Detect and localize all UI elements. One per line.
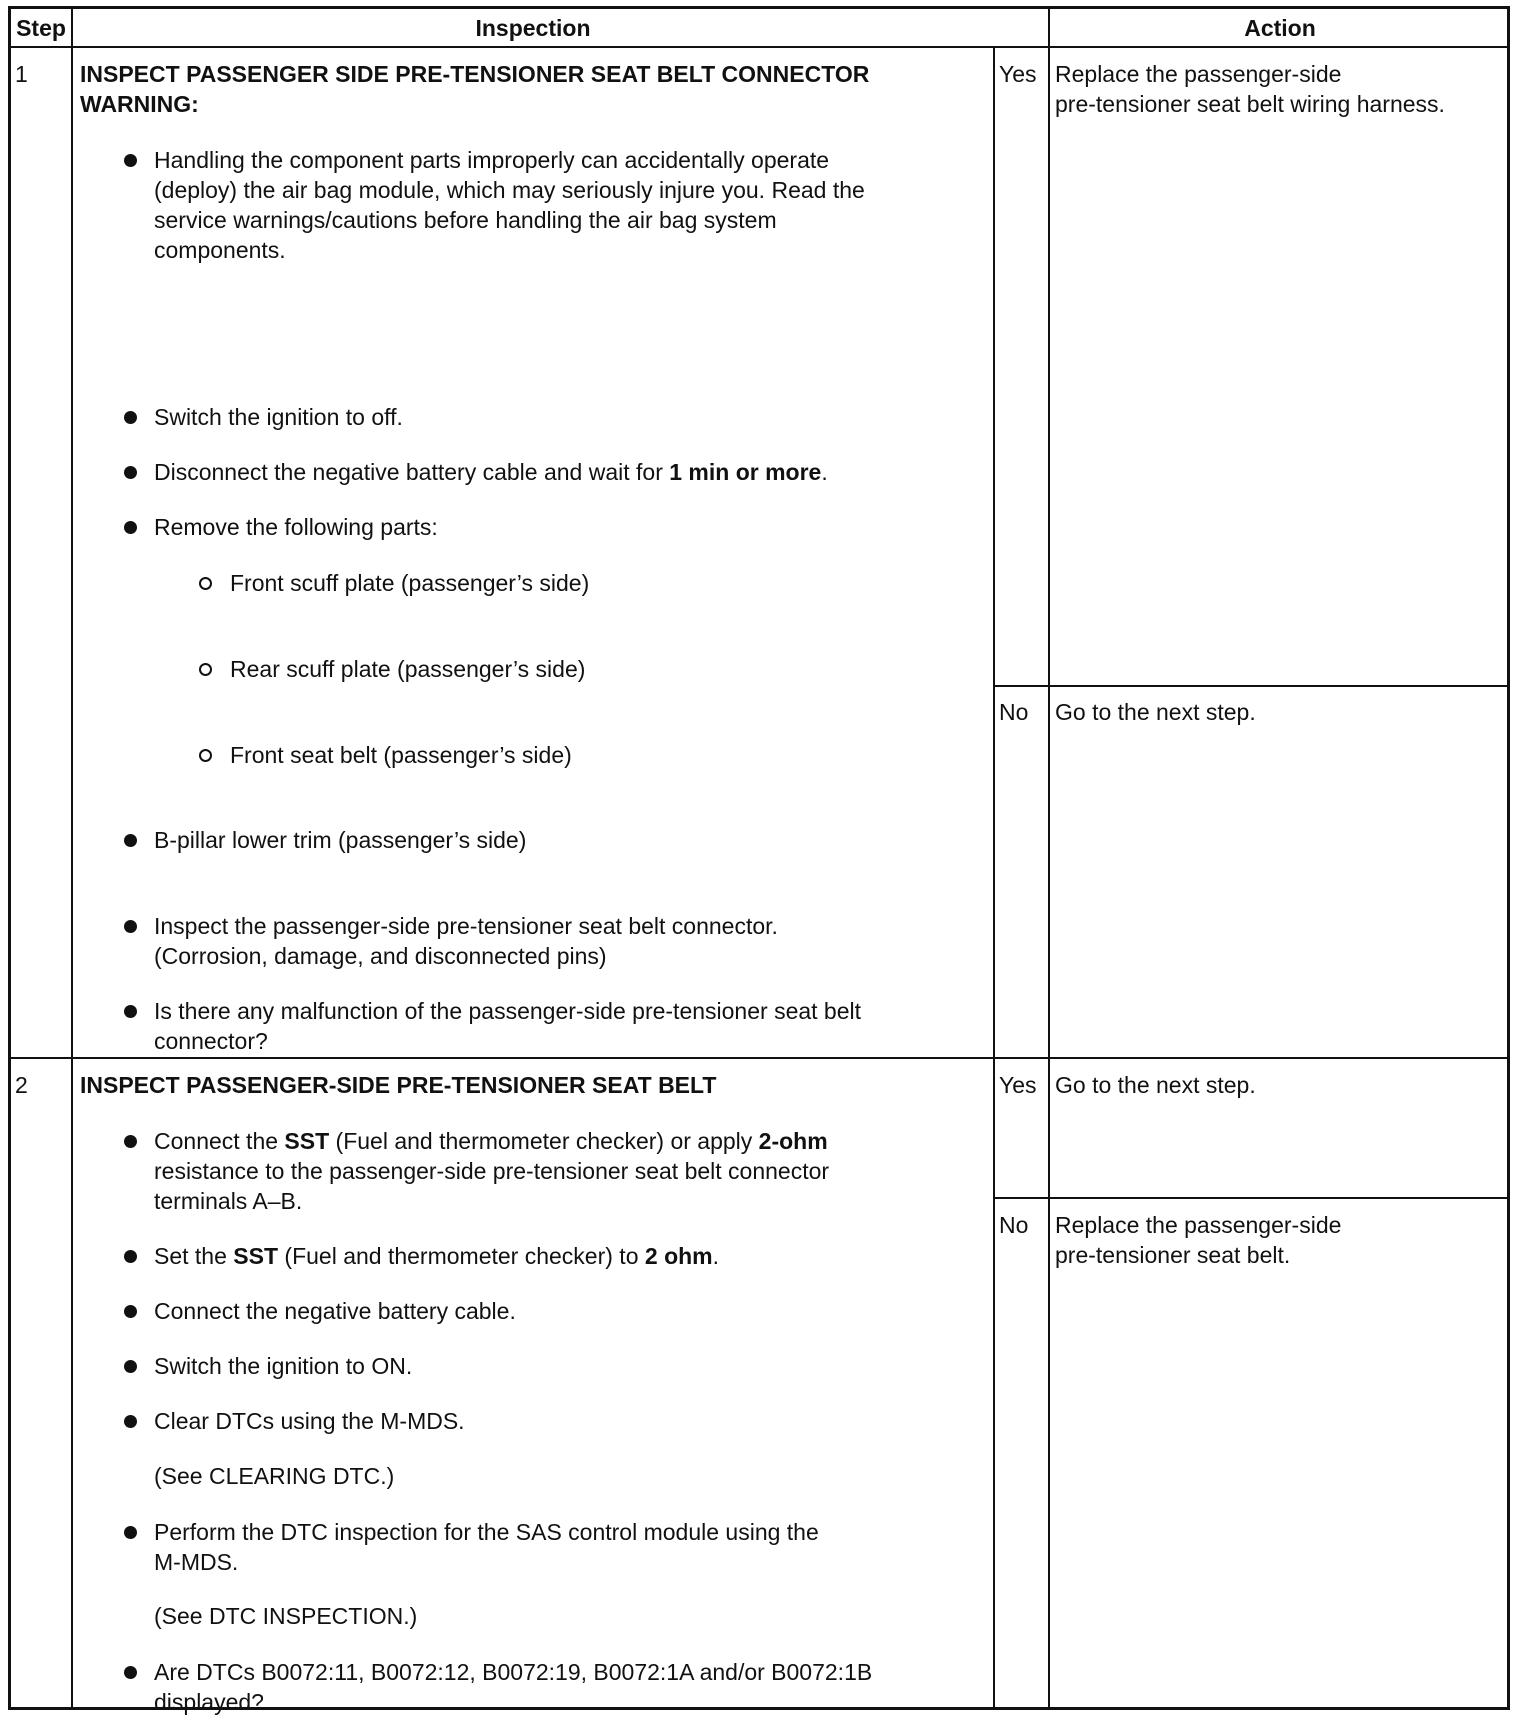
no-action: Replace the passenger-side pre-tensioner seat belt.: [1055, 1212, 1342, 1268]
bullet-icon: [124, 834, 137, 847]
no-label: No: [999, 699, 1029, 725]
sub-bullet-text: Front scuff plate (passenger’s side): [230, 570, 590, 596]
row-divider: [11, 46, 1507, 48]
bullet-icon: [124, 154, 137, 167]
header-action: Action: [1244, 15, 1316, 41]
bullet-icon: [124, 1360, 137, 1373]
yes-label: Yes: [999, 1072, 1037, 1098]
bullet-icon: [124, 1250, 137, 1263]
no-action: Go to the next step.: [1055, 699, 1256, 725]
bullet-icon: [124, 411, 137, 424]
bullet-text: Set the SST (Fuel and thermometer checker) to 2 ohm.: [154, 1243, 720, 1269]
question-text: Is there any malfunction of the passenger-side pre-tensioner seat belt connector?: [154, 998, 862, 1054]
warning-text: Handling the component parts improperly can accidentally operate (deploy) the air bag module, which may seriously injure you. Read the service warnings/cautions before handling the air bag system components.: [154, 147, 865, 263]
bullet-icon: [124, 521, 137, 534]
bullet-text: Connect the negative battery cable.: [154, 1298, 516, 1324]
bullet-text: Switch the ignition to ON.: [154, 1353, 413, 1379]
header-step: Step: [16, 15, 66, 41]
reference-text: (See DTC INSPECTION.): [154, 1603, 418, 1629]
column-divider: [71, 9, 73, 1707]
bullet-text: Connect the SST (Fuel and thermometer checker) or apply 2-ohm resistance to the passenger-side pre-tensioner seat belt connector terminals A–B.: [154, 1128, 830, 1214]
sub-bullet-text: Rear scuff plate (passenger’s side): [230, 656, 586, 682]
yes-label: Yes: [999, 61, 1037, 87]
reference-text: (See CLEARING DTC.): [154, 1463, 395, 1489]
bullet-icon: [124, 1415, 137, 1428]
step-number: 2: [15, 1072, 28, 1098]
warning-label: WARNING:: [80, 91, 199, 117]
row-divider: [993, 1197, 1507, 1199]
bullet-icon: [124, 1305, 137, 1318]
bullet-icon: [124, 466, 137, 479]
bullet-text: Inspect the passenger-side pre-tensioner seat belt connector. (Corrosion, damage, and disconnected pins): [154, 913, 778, 969]
bullet-icon: [124, 1666, 137, 1679]
inspection-table: [8, 6, 1510, 1715]
sub-bullet-icon: [199, 577, 212, 590]
row-divider: [11, 1057, 1507, 1059]
bullet-text: Perform the DTC inspection for the SAS control module using the M-MDS.: [154, 1519, 819, 1575]
bullet-text: Remove the following parts:: [154, 514, 438, 540]
no-label: No: [999, 1212, 1029, 1238]
bullet-text: Clear DTCs using the M-MDS.: [154, 1408, 465, 1434]
column-divider: [993, 46, 995, 1707]
column-divider: [1048, 9, 1050, 1707]
sub-bullet-text: Front seat belt (passenger’s side): [230, 742, 572, 768]
yes-action: Go to the next step.: [1055, 1072, 1256, 1098]
step-title: INSPECT PASSENGER SIDE PRE-TENSIONER SEAT BELT CONNECTOR: [80, 61, 870, 87]
row-divider: [993, 685, 1507, 687]
header-inspection: Inspection: [475, 15, 591, 41]
bullet-text: Disconnect the negative battery cable and wait for 1 min or more.: [154, 459, 828, 485]
step-title: INSPECT PASSENGER-SIDE PRE-TENSIONER SEAT BELT: [80, 1072, 717, 1098]
bullet-icon: [124, 920, 137, 933]
bullet-icon: [124, 1005, 137, 1018]
step-number: 1: [15, 61, 28, 87]
bullet-icon: [124, 1135, 137, 1148]
question-text: Are DTCs B0072:11, B0072:12, B0072:19, B0072:1A and/or B0072:1B displayed?: [154, 1659, 873, 1715]
bullet-text: Switch the ignition to off.: [154, 404, 403, 430]
bullet-icon: [124, 1526, 137, 1539]
sub-bullet-icon: [199, 749, 212, 762]
bullet-text: B-pillar lower trim (passenger’s side): [154, 827, 527, 853]
sub-bullet-icon: [199, 663, 212, 676]
yes-action: Replace the passenger-side pre-tensioner seat belt wiring harness.: [1055, 61, 1445, 117]
